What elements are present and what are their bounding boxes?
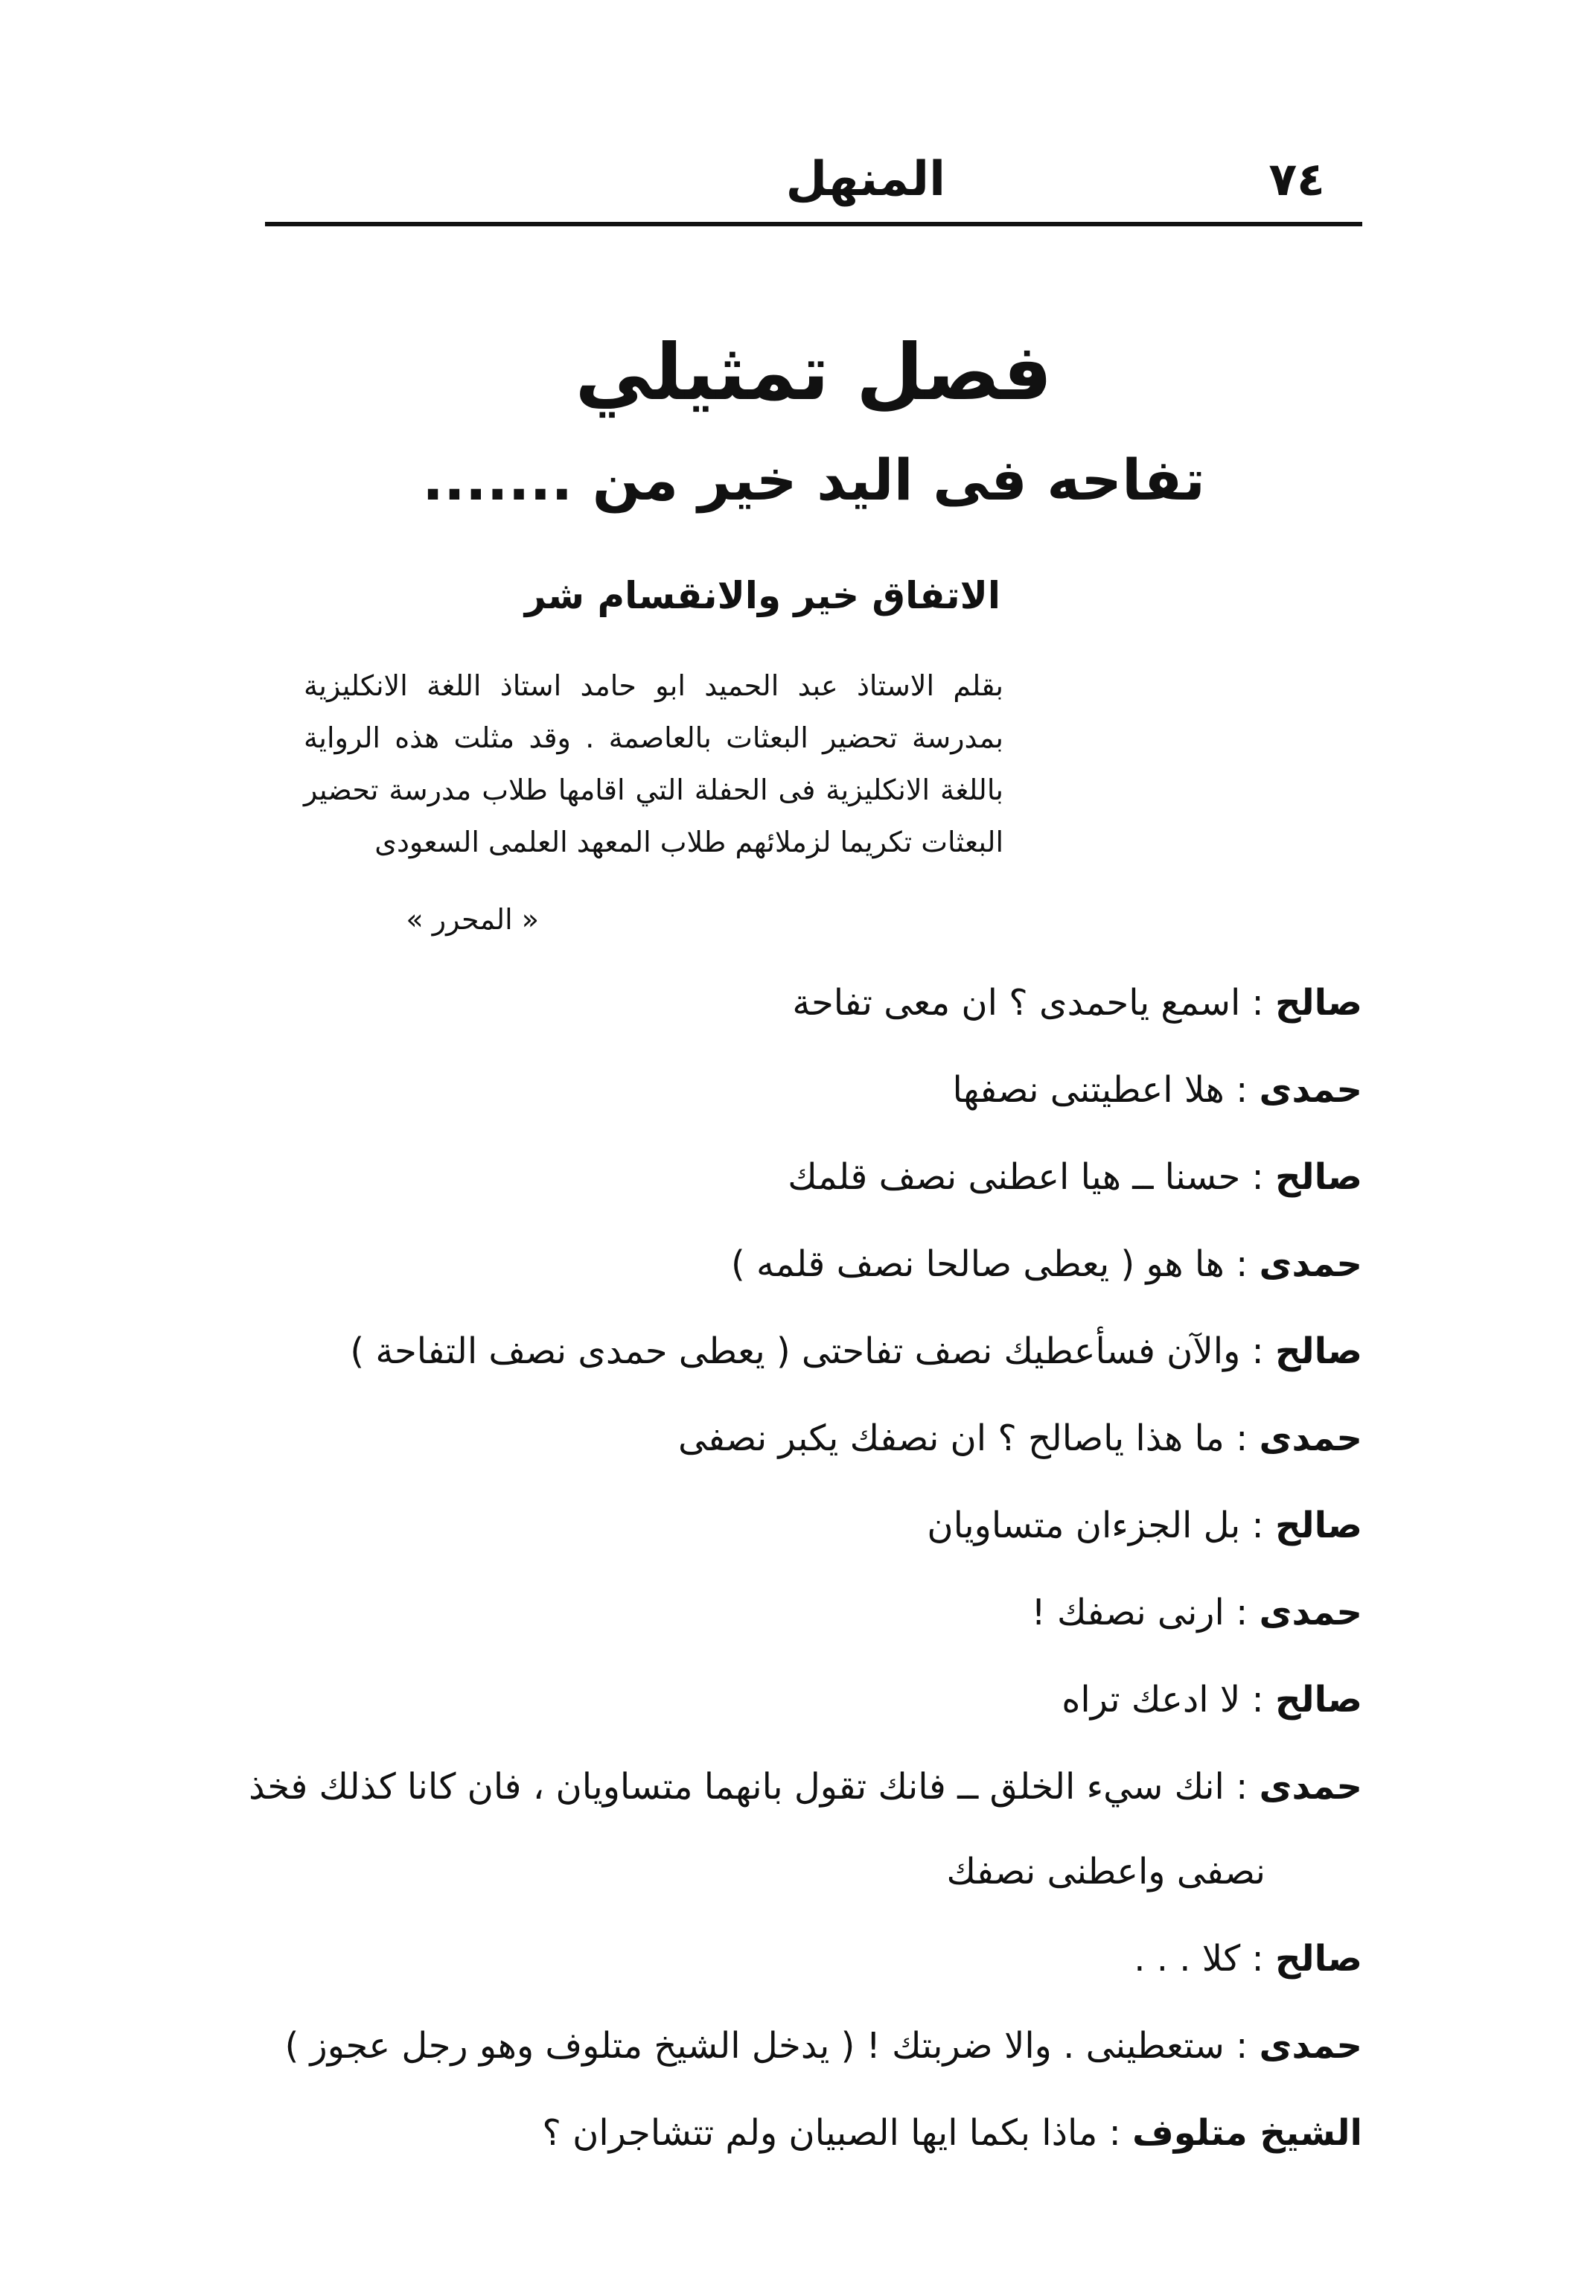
dialogue-line bbox=[246, 1068, 1362, 1155]
speech-text: هلا اعطيتنى نصفها bbox=[952, 1069, 1225, 1111]
dialogue-line bbox=[246, 1678, 1362, 1765]
speaker-name: صالح bbox=[1274, 982, 1362, 1024]
speaker-name: صالح bbox=[1274, 1330, 1362, 1372]
speaker-name: صالح bbox=[1274, 1679, 1362, 1721]
dialogue-line bbox=[246, 1591, 1362, 1678]
section-title: فصل تمثيلي bbox=[575, 327, 1053, 418]
speaker-separator: : bbox=[1240, 1505, 1275, 1546]
speaker-separator: : bbox=[1097, 2112, 1133, 2154]
speaker-name: الشيخ متلوف bbox=[1132, 2112, 1362, 2154]
speaker-name: حمدى bbox=[1259, 1766, 1362, 1808]
speech-text: لا ادعك تراه bbox=[1062, 1679, 1241, 1721]
speaker-name: حمدى bbox=[1259, 1592, 1362, 1633]
journal-name: المنهل bbox=[785, 152, 945, 207]
dialogue-line bbox=[246, 2024, 1362, 2111]
dialogue-line bbox=[246, 1243, 1362, 1330]
speech-text: ها هو ( يعطى صالحا نصف قلمه ) bbox=[731, 1243, 1225, 1285]
speech-text: حسنا ــ هيا اعطنى نصف قلمك bbox=[788, 1156, 1241, 1198]
author-note: بقلم الاستاذ عبد الحميد ابو حامد استاذ اللغة الانكليزية بمدرسة تحضير البعثات بالعاصمة . وقد مثلت هذه الرواية باللغة الانكليزية فى الحفلة التي اقامها طلاب مدرسة تحضير البعثات تكريما لزملائهم طلاب المعهد العلمى السعودى bbox=[304, 669, 1003, 858]
speaker-separator: : bbox=[1224, 2025, 1260, 2067]
speaker-separator: : bbox=[1224, 1418, 1260, 1459]
speaker-separator: : bbox=[1240, 982, 1275, 1024]
editor-mark: « المحرر » bbox=[406, 903, 539, 936]
speech-text: ارنى نصفك ! bbox=[1031, 1592, 1225, 1633]
dialogue-line bbox=[246, 1937, 1362, 2024]
speaker-name: حمدى bbox=[1259, 2025, 1362, 2067]
play-title: تفاحه فى اليد خير من ....... bbox=[422, 447, 1205, 513]
dialogue-line bbox=[246, 2111, 1362, 2198]
speaker-separator: : bbox=[1224, 1592, 1260, 1633]
speaker-separator: : bbox=[1240, 1330, 1275, 1372]
speaker-separator: : bbox=[1240, 1938, 1275, 1980]
dialogue-line bbox=[246, 1330, 1362, 1417]
speech-text: ماذا بكما ايها الصبيان ولم تتشاجران ؟ bbox=[542, 2112, 1098, 2154]
play-subtitle: الاتفاق خير والانقسام شر bbox=[524, 574, 1000, 617]
dialogue-line bbox=[246, 1765, 1362, 1893]
speaker-separator: : bbox=[1224, 1766, 1260, 1808]
dialogue-line bbox=[246, 981, 1362, 1068]
speaker-separator: : bbox=[1224, 1069, 1260, 1111]
speech-text: ما هذا ياصالح ؟ ان نصفك يكبر نصفى bbox=[677, 1418, 1225, 1459]
dialogue-line bbox=[246, 1504, 1362, 1591]
speech-text: ستعطينى . والا ضربتك ! ( يدخل الشيخ متلوف وهو رجل عجوز ) bbox=[284, 2025, 1225, 2067]
speaker-separator: : bbox=[1240, 1679, 1275, 1721]
speaker-separator: : bbox=[1240, 1156, 1275, 1198]
speaker-name: حمدى bbox=[1259, 1243, 1362, 1285]
header-rule bbox=[265, 222, 1362, 226]
dialogue-list bbox=[246, 981, 1362, 2198]
dialogue-line bbox=[246, 1417, 1362, 1504]
speaker-name: حمدى bbox=[1259, 1069, 1362, 1111]
speech-text: انك سيء الخلق ــ فانك تقول بانهما متساويان ، فان كانا كذلك فخذ bbox=[249, 1766, 1225, 1808]
speaker-name: صالح bbox=[1274, 1505, 1362, 1546]
speech-text: اسمع ياحمدى ؟ ان معى تفاحة bbox=[792, 982, 1241, 1024]
speech-text: والآن فسأعطيك نصف تفاحتى ( يعطى حمدى نصف التفاحة ) bbox=[350, 1330, 1241, 1372]
speech-text: كلا . . . bbox=[1134, 1938, 1241, 1980]
speaker-name: صالح bbox=[1274, 1156, 1362, 1198]
speaker-separator: : bbox=[1224, 1243, 1260, 1285]
page-number: ٧٤ bbox=[1268, 152, 1325, 206]
speaker-name: صالح bbox=[1274, 1938, 1362, 1980]
dialogue-line bbox=[246, 1155, 1362, 1243]
speech-continuation: نصفى واعطنى نصفك bbox=[946, 1851, 1265, 1892]
speech-text: بل الجزءان متساويان bbox=[927, 1505, 1241, 1546]
running-head bbox=[265, 146, 1362, 213]
speaker-name: حمدى bbox=[1259, 1418, 1362, 1459]
